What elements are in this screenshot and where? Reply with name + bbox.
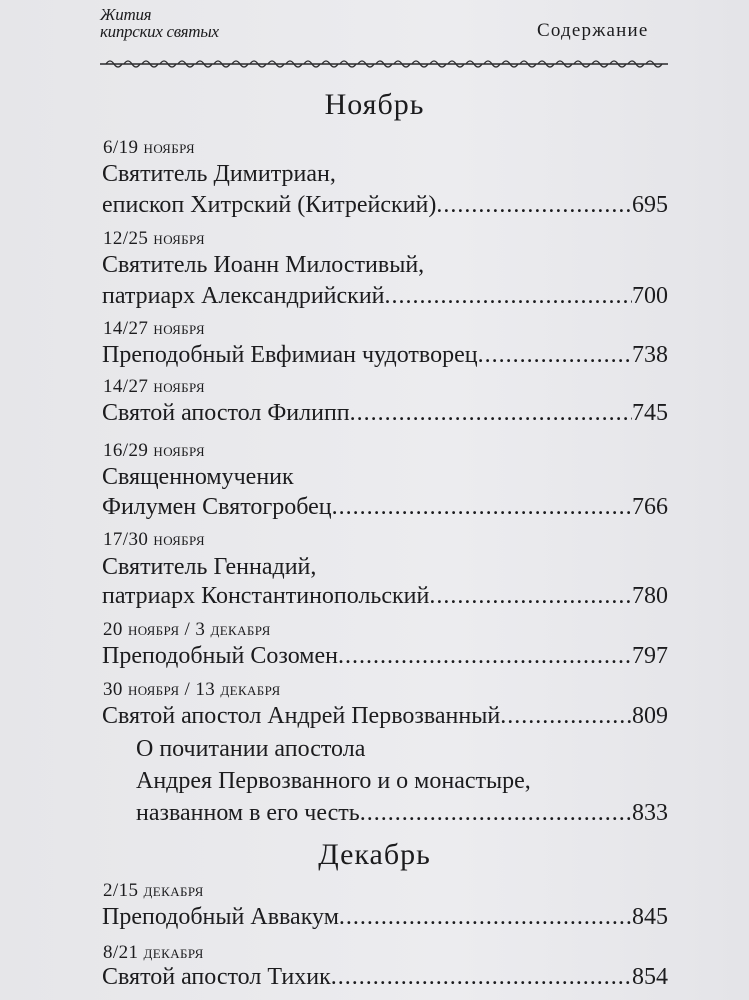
page-number: 695	[632, 192, 668, 218]
entry-title-text: патриарх Константинопольский	[102, 583, 430, 609]
toc-entry-line[interactable]	[136, 800, 668, 827]
entry-title-text: Святитель Геннадий,	[102, 554, 317, 580]
entry-title-text: Андрея Первозванного и о монастыре,	[136, 768, 531, 794]
dot-leader	[436, 192, 632, 219]
entry-title	[102, 252, 668, 279]
entry-title-text: патриарх Александрийский	[102, 283, 385, 309]
dot-leader	[500, 703, 632, 730]
entry-title-text: О почитании апостола	[136, 736, 366, 762]
entry-date: 6/19 ноября	[103, 137, 195, 158]
toc-entry-line[interactable]	[102, 583, 668, 610]
entry-title-text: Священномученик	[102, 464, 294, 490]
page-number: 809	[632, 703, 668, 729]
running-head-section: Содержание	[537, 20, 649, 41]
entry-date: 2/15 декабря	[103, 880, 204, 901]
dot-leader	[338, 643, 632, 670]
entry-title	[136, 768, 668, 795]
section-heading-december: Декабрь	[318, 838, 431, 871]
page-number: 797	[632, 643, 668, 669]
entry-title	[102, 464, 668, 491]
page-number: 833	[632, 800, 668, 826]
dot-leader	[332, 494, 632, 521]
dot-leader	[331, 964, 632, 991]
page-number: 780	[632, 583, 668, 609]
dot-leader	[360, 800, 632, 827]
book-title-line-1: Жития	[100, 5, 152, 24]
dot-leader	[339, 904, 632, 931]
ornamental-rule	[100, 58, 668, 70]
running-head-book-title	[100, 6, 219, 40]
toc-entry-line[interactable]	[102, 904, 668, 931]
entry-title-text: Святой апостол Тихик	[102, 964, 331, 990]
page-number: 845	[632, 904, 668, 930]
toc-entry-line[interactable]	[102, 400, 668, 427]
toc-entry-line[interactable]	[102, 703, 668, 730]
toc-entry-line[interactable]	[102, 643, 668, 670]
entry-title-text: названном в его честь	[136, 800, 360, 826]
dot-leader	[429, 583, 632, 610]
entry-title	[136, 736, 668, 763]
entry-date: 12/25 ноября	[103, 228, 205, 249]
entry-title-text: Преподобный Созомен	[102, 643, 338, 669]
entry-date: 17/30 ноября	[103, 529, 205, 550]
page-number: 738	[632, 342, 668, 368]
entry-title-text: епископ Хитрский (Китрейский)	[102, 192, 437, 218]
entry-date: 30 ноября / 13 декабря	[103, 679, 281, 700]
entry-title	[102, 161, 668, 188]
entry-title-text: Преподобный Евфимиан чудотворец	[102, 342, 478, 368]
entry-title-text: Святитель Иоанн Милостивый,	[102, 252, 425, 278]
toc-entry-line[interactable]	[102, 342, 668, 369]
page-number: 745	[632, 400, 668, 426]
page-number: 854	[632, 964, 668, 990]
entry-title-text: Святой апостол Филипп	[102, 400, 350, 426]
toc-entry-line[interactable]	[102, 964, 668, 991]
section-heading-november: Ноябрь	[324, 88, 425, 121]
page-number: 700	[632, 283, 668, 309]
toc-entry-line[interactable]	[102, 192, 668, 219]
entry-title	[102, 554, 668, 581]
entry-title-text: Святой апостол Андрей Первозванный	[102, 703, 501, 729]
entry-date: 14/27 ноября	[103, 318, 205, 339]
entry-title-text: Филумен Святогробец	[102, 494, 332, 520]
toc-entry-line[interactable]	[102, 494, 668, 521]
dot-leader	[385, 283, 632, 310]
entry-date: 14/27 ноября	[103, 376, 205, 397]
entry-title-text: Святитель Димитриан,	[102, 161, 336, 187]
page-number: 766	[632, 494, 668, 520]
dot-leader	[350, 400, 632, 427]
entry-date: 8/21 декабря	[103, 942, 204, 963]
entry-title-text: Преподобный Аввакум	[102, 904, 339, 930]
toc-entry-line[interactable]	[102, 283, 668, 310]
entry-date: 16/29 ноября	[103, 440, 205, 461]
book-title-line-2: кипрских святых	[100, 22, 219, 41]
dot-leader	[478, 342, 632, 369]
entry-date: 20 ноября / 3 декабря	[103, 619, 271, 640]
